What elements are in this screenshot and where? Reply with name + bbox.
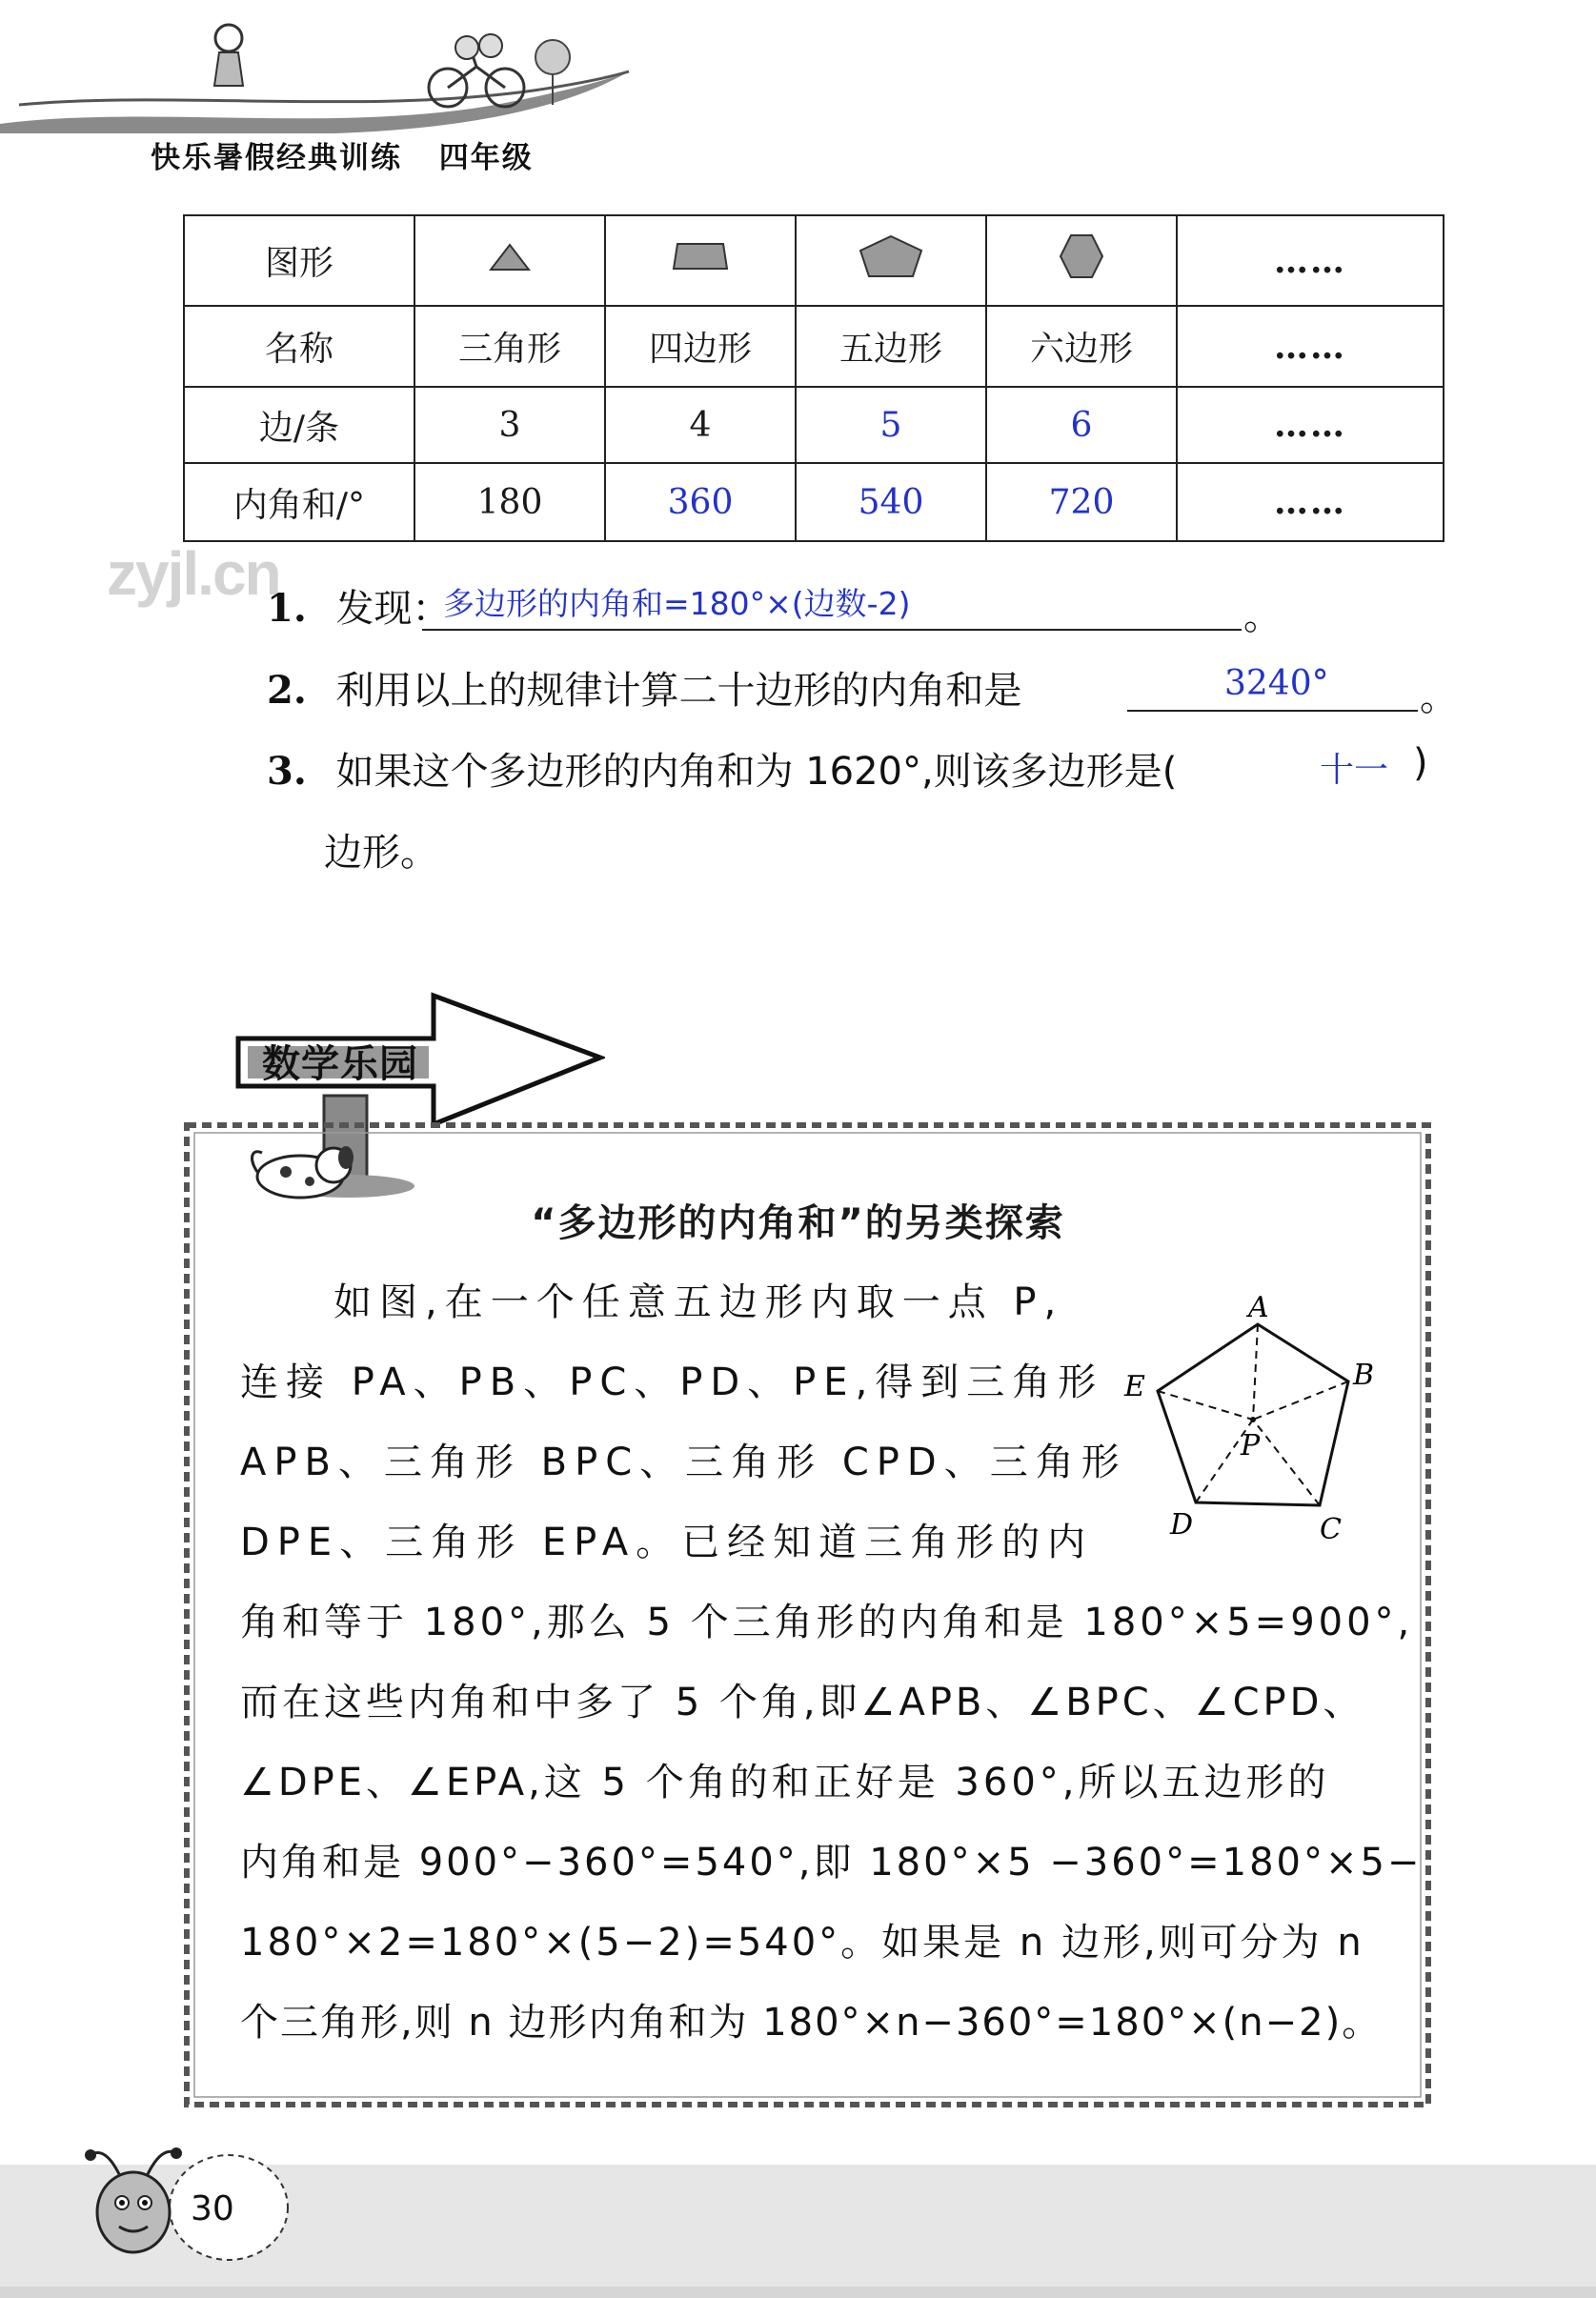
answer-text: 多边形的内角和=180°×(边数-2): [443, 585, 911, 622]
vertex-label: E: [1124, 1370, 1145, 1403]
kid-head-icon: [215, 25, 242, 51]
pentagon-cell: [796, 215, 986, 306]
table-cell: 五边形: [796, 306, 986, 387]
triangle-cell: [414, 215, 605, 306]
table-cell: ……: [1177, 306, 1444, 387]
row-label: 图形: [184, 215, 414, 306]
row-label: 内角和/°: [184, 463, 414, 541]
hexagon-cell: [986, 215, 1177, 306]
page-number: 30: [191, 2189, 234, 2228]
paragraph-line: 内角和是 900°−360°=540°,即 180°×5 −360°=180°×5−: [240, 1841, 1423, 1885]
question-number: 3.: [267, 749, 307, 794]
paragraph-line: DPE、三角形 EPA。已经知道三角形的内: [240, 1521, 1094, 1564]
question-end: 。: [1420, 675, 1458, 719]
question-text: 如果这个多边形的内角和为 1620°,则该多边形是(: [335, 750, 1178, 794]
table-cell: 三角形: [414, 306, 605, 387]
row-label: 名称: [184, 306, 414, 387]
watermark: zyjl.cn: [107, 539, 280, 608]
table-cell: 4: [605, 387, 796, 463]
paragraph-line: APB、三角形 BPC、三角形 CPD、三角形: [240, 1441, 1127, 1484]
flower-icon: [535, 40, 570, 74]
vertex-label: B: [1353, 1359, 1375, 1392]
section-sign-label: 数学乐园: [262, 1042, 418, 1086]
table-row: [184, 215, 1444, 306]
paragraph-line: 连接 PA、PB、PC、PD、PE,得到三角形: [240, 1361, 1104, 1404]
answer-text: 3240°: [1224, 664, 1329, 703]
paragraph-line: ∠DPE、∠EPA,这 5 个角的和正好是 360°,所以五边形的: [240, 1761, 1330, 1804]
question-text: 利用以上的规律计算二十边形的内角和是: [335, 669, 1022, 713]
table-cell: ……: [1177, 215, 1444, 306]
footer-band: [0, 2136, 1596, 2298]
table-cell: ……: [1177, 387, 1444, 463]
table-cell: 3: [414, 387, 605, 463]
book-header: [151, 133, 534, 176]
answer-cell: 6: [986, 387, 1177, 463]
answer-cell: 540: [796, 463, 986, 541]
vertex-label: A: [1248, 1291, 1269, 1324]
question-2: [267, 660, 1021, 715]
book-grade: 四年级: [438, 141, 534, 175]
answer-text: 十一: [1320, 751, 1389, 790]
pentagon-figure: [1115, 1291, 1401, 1548]
answer-cell: 360: [605, 463, 796, 541]
answer-blank: [422, 629, 1242, 631]
table-cell: ……: [1177, 463, 1444, 541]
book-title: 快乐暑假经典训练: [151, 141, 402, 175]
trapezoid-cell: [605, 215, 796, 306]
table-row: [184, 463, 1444, 541]
question-number: 2.: [267, 668, 307, 713]
table-row: [184, 387, 1444, 463]
table-cell: 六边形: [986, 306, 1177, 387]
table-cell: 四边形: [605, 306, 796, 387]
section-title: “多边形的内角和”的另类探索: [531, 1201, 1065, 1245]
question-1: [267, 578, 450, 633]
question-end: 。: [1243, 595, 1282, 638]
answer-blank: [1127, 710, 1418, 712]
triangle-icon: [489, 243, 531, 272]
paragraph-line: 个三角形,则 n 边形内角和为 180°×n−360°=180°×(n−2)。: [240, 2001, 1383, 2045]
answer-cell: 720: [986, 463, 1177, 541]
trapezoid-icon: [672, 240, 729, 272]
vertex-label: P: [1241, 1429, 1261, 1462]
hexagon-icon: [1058, 232, 1105, 280]
question-text: 发现：: [335, 587, 451, 631]
pentagon-icon: [858, 233, 924, 279]
table-row: [184, 306, 1444, 387]
paragraph-line: 而在这些内角和中多了 5 个角,即∠APB、∠BPC、∠CPD、: [240, 1681, 1365, 1724]
header-illustration: [0, 0, 648, 133]
answer-cell: 5: [796, 387, 986, 463]
paragraph-line: 如图,在一个任意五边形内取一点 P,: [333, 1280, 1064, 1324]
row-label: 边/条: [184, 387, 414, 463]
question-continuation: 边形。: [324, 831, 438, 875]
table-cell: 180: [414, 463, 605, 541]
vertex-label: C: [1320, 1513, 1342, 1546]
question-end: ): [1413, 741, 1428, 785]
paragraph-line: 180°×2=180°×(5−2)=540°。如果是 n 边形,则可分为 n: [240, 1921, 1364, 1965]
vertex-label: D: [1170, 1508, 1194, 1542]
question-number: 1.: [267, 586, 307, 631]
question-3: [267, 741, 1177, 796]
paragraph-line: 角和等于 180°,那么 5 个三角形的内角和是 180°×5=900°,: [240, 1601, 1414, 1644]
polygon-table: [183, 214, 1444, 542]
